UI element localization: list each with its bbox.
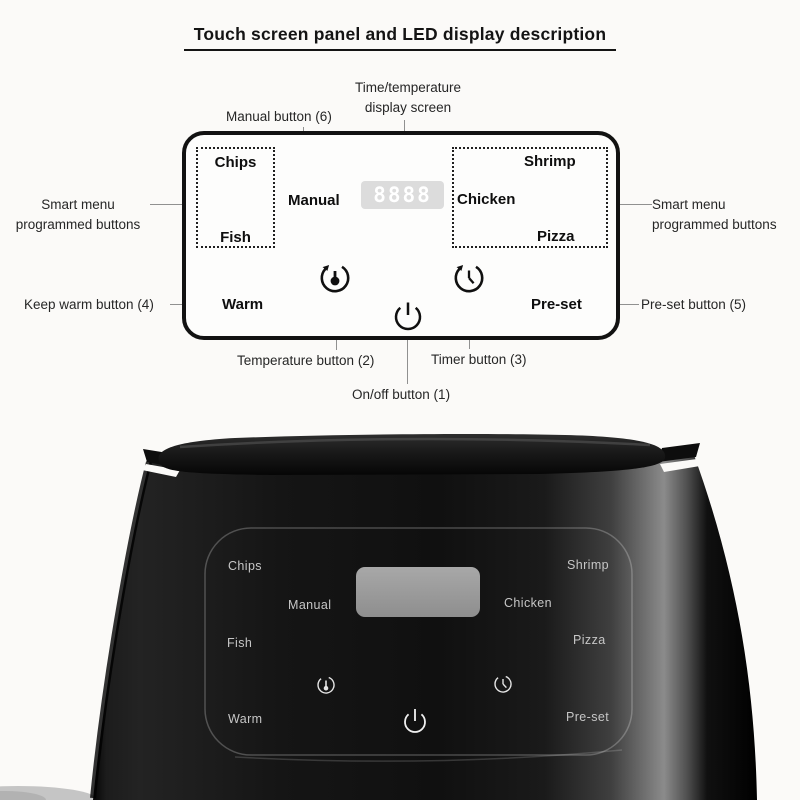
panel-chicken-button: Chicken: [457, 191, 516, 208]
product-chips-button: Chips: [228, 559, 262, 573]
product-display-screen: [356, 567, 480, 617]
led-display: [361, 181, 444, 209]
product-manual-button: Manual: [288, 598, 332, 612]
temperature-icon: [318, 261, 352, 295]
panel-shrimp-button: Shrimp: [524, 153, 576, 170]
airfryer-lid: [142, 434, 700, 477]
onoff-callout: On/off button (1): [352, 387, 451, 402]
timer-icon: [452, 261, 486, 295]
product-photo: [0, 425, 800, 800]
display-callout-line1: Time/temperature: [354, 80, 462, 95]
smart-menu-right-line2: programmed buttons: [652, 217, 777, 232]
product-warm-button: Warm: [228, 712, 263, 726]
product-shrimp-button: Shrimp: [567, 558, 609, 572]
panel-pizza-button: Pizza: [537, 228, 575, 245]
power-icon: [393, 302, 423, 332]
smart-menu-left-line1: Smart menu: [41, 197, 115, 212]
display-callout: [308, 78, 508, 118]
product-fish-button: Fish: [227, 636, 253, 650]
page-title-text: Touch screen panel and LED display description: [184, 24, 616, 51]
product-pizza-button: Pizza: [573, 633, 606, 647]
panel-preset-button: Pre-set: [531, 296, 582, 313]
airfryer-body: [93, 455, 757, 800]
panel-manual-button: Manual: [288, 192, 340, 209]
display-callout-line2: display screen: [364, 100, 452, 115]
panel-fish-button: Fish: [220, 229, 251, 246]
page-title: [0, 24, 800, 51]
product-chicken-button: Chicken: [504, 596, 552, 610]
smart-menu-right-callout: [652, 195, 777, 235]
panel-chips-button: Chips: [214, 154, 257, 171]
preset-callout: Pre-set button (5): [641, 297, 747, 312]
temperature-callout: Temperature button (2): [237, 353, 375, 368]
panel-warm-button: Warm: [222, 296, 264, 313]
smart-menu-left-line2: programmed buttons: [15, 217, 141, 232]
manual-callout: Manual button (6): [226, 109, 332, 124]
product-preset-button: Pre-set: [566, 710, 610, 724]
timer-callout: Timer button (3): [431, 352, 527, 367]
keep-warm-callout: Keep warm button (4): [24, 297, 154, 312]
smart-menu-right-line1: Smart menu: [652, 197, 726, 212]
smart-menu-left-callout: [8, 195, 148, 235]
floor-shadow: [0, 786, 96, 800]
led-digits: 8888: [373, 182, 432, 207]
